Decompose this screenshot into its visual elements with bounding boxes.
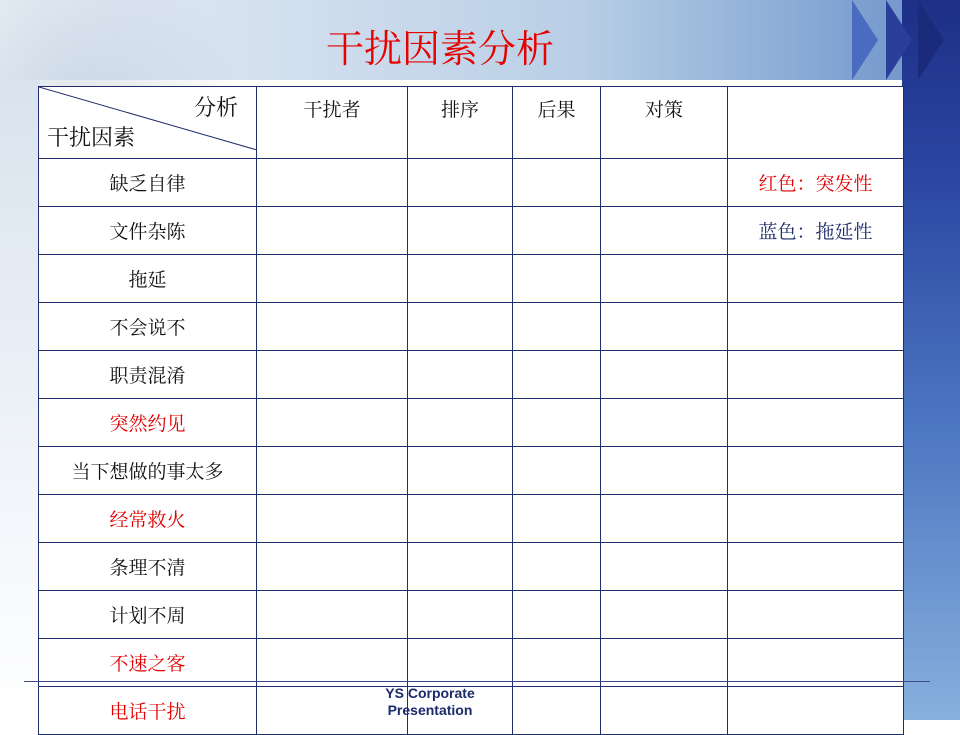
footer-divider [24,681,930,682]
empty-cell [257,543,408,591]
empty-cell [513,255,601,303]
empty-cell [601,399,728,447]
footer-line-1: YS Corporate [385,685,475,701]
empty-cell [408,591,513,639]
empty-cell [408,207,513,255]
empty-cell [257,495,408,543]
analysis-table [38,86,904,735]
note-cell [728,303,904,351]
empty-cell [513,639,601,687]
empty-cell [513,399,601,447]
column-header: 排序 [408,87,513,159]
chevron-icon [918,0,944,80]
empty-cell [601,495,728,543]
table-row [39,543,904,591]
factor-cell: 文件杂陈 [39,207,257,255]
empty-cell [408,159,513,207]
table-header-row [39,87,904,159]
note-cell [728,399,904,447]
factor-cell: 条理不清 [39,543,257,591]
empty-cell [257,159,408,207]
empty-cell [601,591,728,639]
empty-cell [513,591,601,639]
factor-cell: 电话干扰 [39,687,257,735]
empty-cell [601,687,728,735]
slide-title: 干扰因素分析 [325,27,554,71]
note-cell: 红色：突发性 [728,159,904,207]
table-row [39,255,904,303]
note-cell [728,543,904,591]
empty-cell [408,351,513,399]
empty-cell [257,591,408,639]
factor-cell: 当下想做的事太多 [39,447,257,495]
note-cell: 蓝色：拖延性 [728,207,904,255]
empty-cell [601,351,728,399]
chevron-icon [886,0,912,80]
empty-cell [513,303,601,351]
table-row [39,303,904,351]
column-header: 对策 [601,87,728,159]
empty-cell [601,447,728,495]
empty-cell [408,543,513,591]
table-row [39,399,904,447]
footer-line-2: Presentation [387,702,473,718]
factor-cell: 经常救火 [39,495,257,543]
note-cell [728,687,904,735]
empty-cell [257,447,408,495]
factor-cell: 缺乏自律 [39,159,257,207]
note-cell [728,351,904,399]
empty-cell [257,207,408,255]
header-factor-label: 干扰因素 [47,126,136,151]
empty-cell [257,639,408,687]
empty-cell [257,255,408,303]
empty-cell [408,399,513,447]
empty-cell [601,207,728,255]
factor-cell: 职责混淆 [39,351,257,399]
empty-cell [513,447,601,495]
column-header: 干扰者 [257,87,408,159]
empty-cell [408,495,513,543]
empty-cell [513,351,601,399]
table-row [39,495,904,543]
factor-cell: 突然约见 [39,399,257,447]
empty-cell [408,255,513,303]
table-row [39,447,904,495]
empty-cell [257,399,408,447]
empty-cell [257,303,408,351]
empty-cell [601,639,728,687]
header-analysis-label: 分析 [193,96,238,121]
factor-cell: 拖延 [39,255,257,303]
empty-cell [513,207,601,255]
note-cell [728,255,904,303]
empty-cell [601,543,728,591]
table-row [39,159,904,207]
note-cell [728,591,904,639]
empty-cell [513,159,601,207]
factor-cell: 不会说不 [39,303,257,351]
empty-cell [408,303,513,351]
empty-cell [408,639,513,687]
diagonal-header-cell [39,87,257,159]
note-cell [728,639,904,687]
table-row [39,351,904,399]
note-cell [728,447,904,495]
empty-cell [513,495,601,543]
column-header [728,87,904,159]
column-header: 后果 [513,87,601,159]
table-row [39,207,904,255]
empty-cell [601,159,728,207]
table-row [39,591,904,639]
factor-cell: 不速之客 [39,639,257,687]
empty-cell [601,303,728,351]
empty-cell [513,687,601,735]
empty-cell [408,447,513,495]
empty-cell [257,351,408,399]
footer-brand [360,685,500,719]
right-blue-bar [902,0,960,720]
factor-cell: 计划不周 [39,591,257,639]
note-cell [728,495,904,543]
table-row [39,639,904,687]
empty-cell [601,255,728,303]
left-background [0,80,40,720]
empty-cell [513,543,601,591]
